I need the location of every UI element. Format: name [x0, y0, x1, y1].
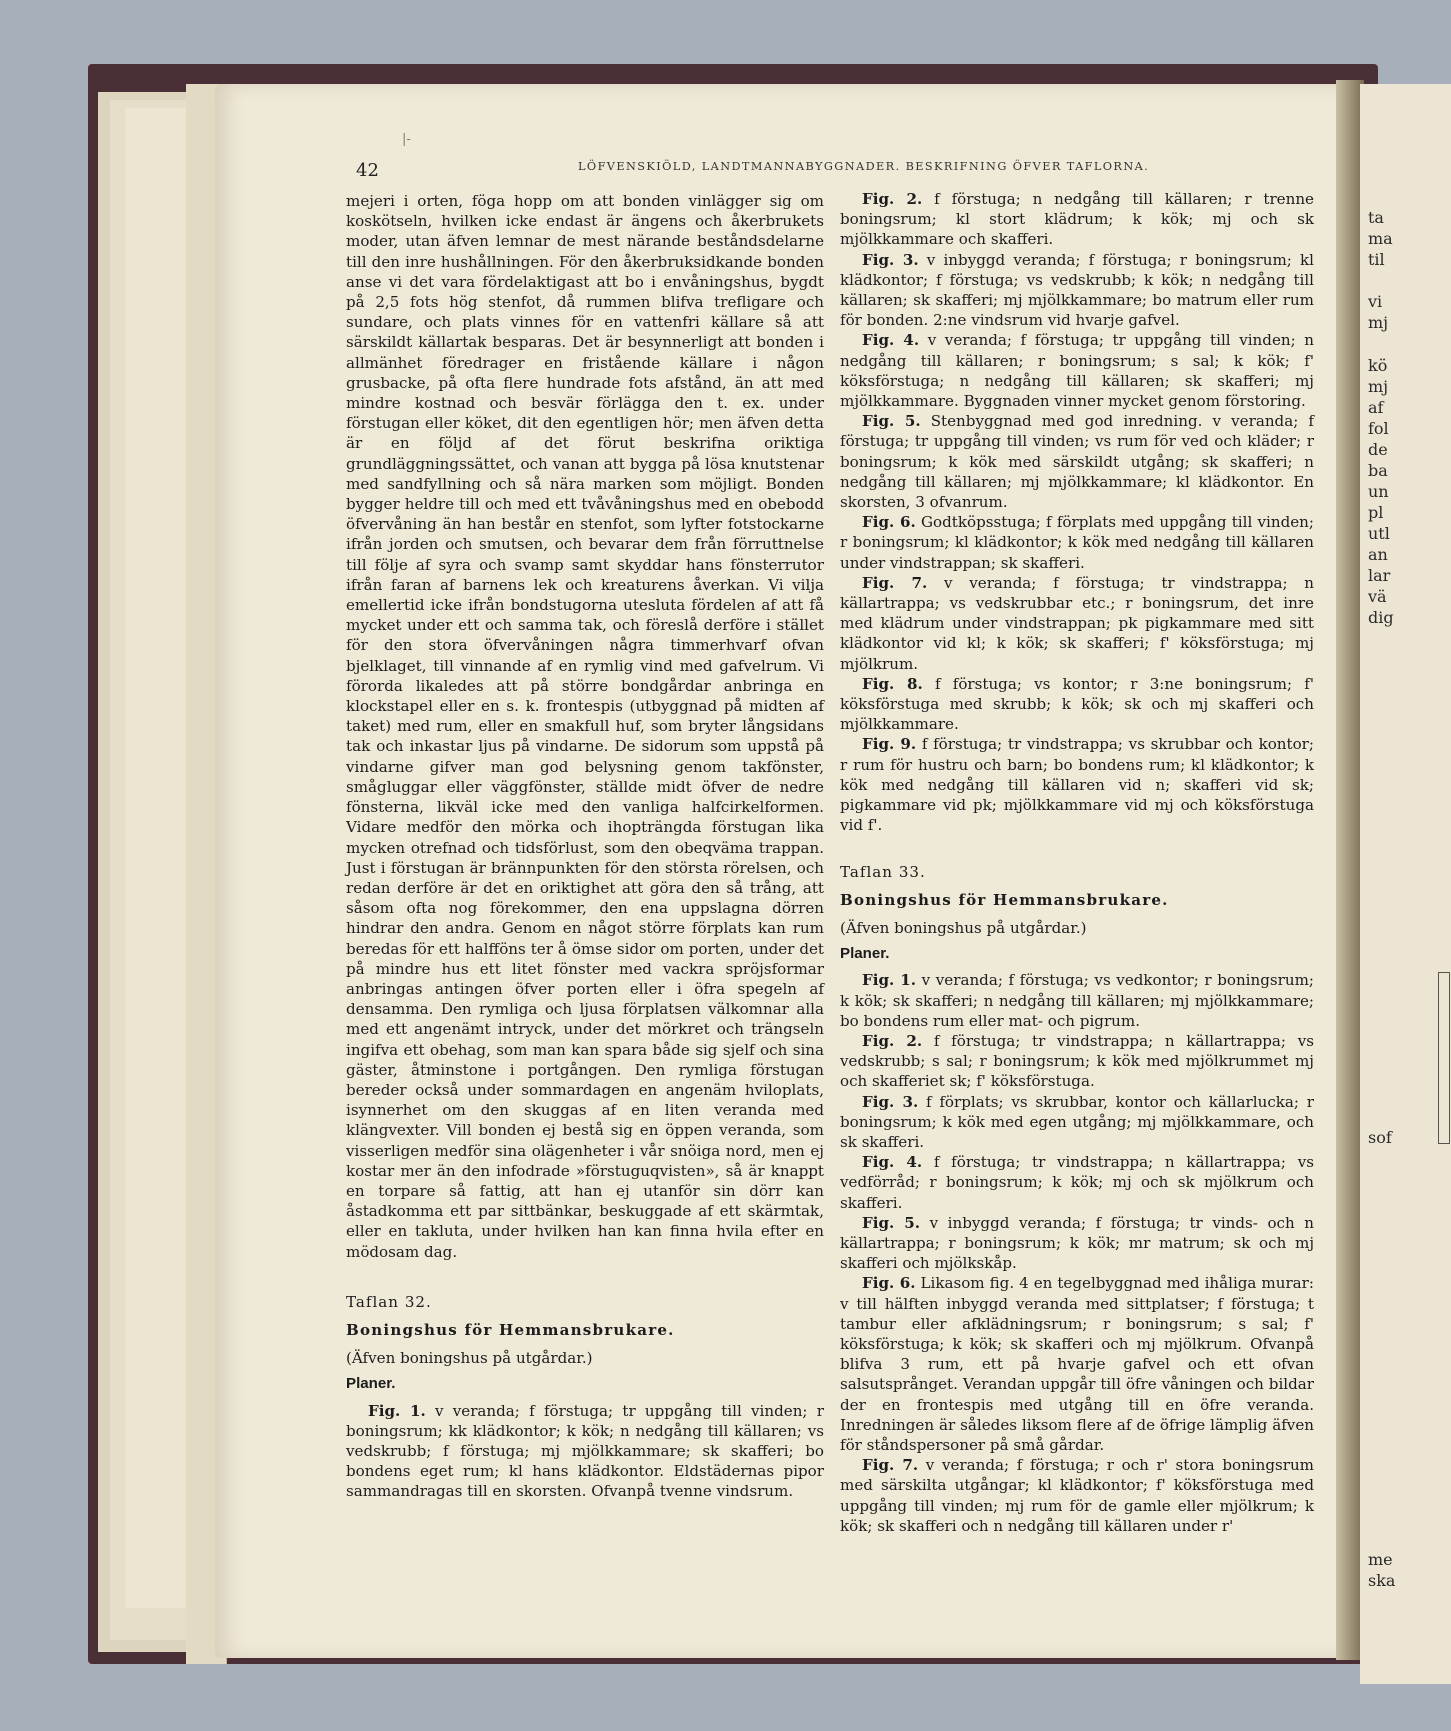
figure-label: Fig. 4. — [862, 1153, 923, 1172]
running-head: LÖFVENSKIÖLD, LANDTMANNABYGGNADER. BESKRIFNING ÖFVER TAFLORNA. — [578, 160, 1150, 173]
plate-title: Taflan 33. — [840, 862, 926, 881]
figure-caption — [840, 512, 1314, 573]
figure-caption — [840, 1031, 1314, 1092]
figure-label: Fig. 6. — [862, 513, 916, 532]
figure-label: Fig. 2. — [862, 190, 923, 208]
figure-label: Fig. 3. — [862, 1092, 919, 1111]
figure-caption — [840, 1092, 1314, 1153]
figure-caption — [840, 1152, 1314, 1213]
figure-caption — [840, 1213, 1314, 1274]
figure-caption — [840, 250, 1314, 331]
figure-label: Fig. 6. — [862, 1274, 916, 1293]
next-page-fragment: me — [1368, 1550, 1393, 1569]
figure-caption — [346, 1401, 824, 1502]
next-page-fragment: ta — [1368, 208, 1384, 227]
next-page-fragment: utl — [1368, 524, 1390, 543]
next-page-fragment: lar — [1368, 566, 1391, 585]
figure-caption — [840, 1455, 1314, 1536]
figure-text: f förplats; vs skrubbar, kontor och källarlucka; r boningsrum; k kök med egen utgång; mj mjölkkammare, och sk skafferi. — [840, 1092, 1314, 1151]
figure-label: Fig. 5. — [862, 412, 921, 431]
page-mark: |- — [402, 132, 411, 147]
body-paragraph: mejeri i orten, föga hopp om att bonden vinlägger sig om koskötseln, hvilken icke endast är ängens och åkerbrukets moder, utan äfven lemnar de mest närande beståndsdelarne till den inre hushållningen. För den åkerbruksidkande bonden anse vi det vara fördelaktigast att bo i envåningshus, bygdt på 2,5 fots hög stenfot, då rummen blifva trefligare och sundare, och plats vinnes för en vattenfri källare så att särskildt källartak besparas. Det är besynnerligt att bonden i allmänhet föredrager en fristående källare i någon grusbacke, på ofta flere hundrade fots afstånd, än att med mindre kostnad och besvär förlägga den t. ex. under förstugan eller köket, dit den egentligen hör; men äfven detta är en följd af det förut beskrifna oriktiga grundläggningssättet, och vanan att bygga på lösa knutstenar med sandfyllning och så nära marken som möjligt. Bonden bygger heldre till och med ett tvåvåningshus med en obebodd öfvervåning än han består en stenfot, som lyfter fotstockarne ifrån jorden och smutsen, och bevarar dem från förruttnelse till följe af syra och svamp samt skyddar hans fönsterrutor ifrån faran af barnens lek och kreaturens åverkan. Vi vilja emellertid icke ifrån bondstugorna utesluta fördelen af att få mycket under ett och samma tak, och föreslå derföre i stället för den stora öfvervåningen några timmerhvarf ofvan bjelklaget, till vinnande af en rymlig vind med gafvelrum. Vi förorda likaledes att på större bondgårdar anbringa en klockstapel eller en s. k. frontespis (utbyggnad på midten af taket) med rum, eller en smakfull huf, som bryter långsidans tak och inkastar ljus på vindarne. De sidorum som uppstå på vindarne gifver man god belysning genom takfönster, smågluggar eller väggfönster, ställde midt öfver de nedre fönsterna, likväl icke med den vanliga halfcirkelformen. Vidare medför den mörka och ihopträngda förstugan lika mycken otrefnad och tidsförlust, som den obeqväma trappan. Just i förstugan är brännpunkten för den största rörelsen, och redan derföre är det en oriktighet att göra den så trång, att såsom ofta nog förekommer, den ena uppslagna dörren hindrar den andra. Genom en något större förplats kan rum beredas för ett halfföns ter å ömse sidor om porten, under det på mindre hus ett litet fönster med vackra spröjsformar anbringas antingen öfver porten eller i öfra spegeln af densamma. Den rymliga och ljusa förplatsen välkomnar alla med ett angenämt intryck, under det mörkret och trängseln ingifva ett obehag, som man kan spara både sig sjelf och sina gäster, åtminstone i portgången. Den rymliga förstugan bereder också under sommardagen en angenäm hviloplats, isynnerhet om den skuggas af en liten veranda med klängvexter. Vill bonden ej bestå sig en öppen veranda, som visserligen medför sina olägenheter i vår snöiga nord, men ej kostar mer än den infodrade »förstuguqvisten», så är knappt en torpare så fattig, att han ej utanför sin dörr kan åstadkomma ett par sittbänkar, beskuggade af ett skärmtak, eller en takluta, under hvilken han kan finna hvila efter en mödosam dag. — [346, 192, 824, 1261]
figure-text: f förstuga; tr vindstrappa; n källartrappa; vs vedskrubb; s sal; r boningsrum; k kök med mjölkrummet mj och skafferiet sk; f' köksförstuga. — [840, 1031, 1314, 1091]
figure-text: v inbyggd veranda; f förstuga; r boningsrum; kl klädkontor; f förstuga; vs vedskrubb; k kök; n nedgång till källaren; sk skafferi; mj mjölkkammare; bo matrum eller rum för bonden. 2:ne vindsrum vid hvarje gafvel. — [840, 250, 1314, 330]
figure-caption — [840, 970, 1314, 1031]
figure-text: v inbyggd veranda; f förstuga; tr vinds- och n källartrappa; r boningsrum; k kök; mr matrum; sk och mj skafferi och mjölkskåp. — [840, 1213, 1314, 1273]
figure-label: Fig. 9. — [862, 735, 917, 754]
figure-text: v veranda; f förstuga; tr vindstrappa; n källartrappa; vs vedskrubbar etc.; r boningsrum, det inre med klädrum under vindstrappan; pk pigkammare med sitt klädkontor vid kl; k kök; sk skafferi; f' köksförstuga; mj mjölkrum. — [840, 573, 1314, 673]
next-page-fragment: vi — [1368, 292, 1383, 311]
figure-caption — [840, 734, 1314, 835]
figure-text: Likasom fig. 4 en tegelbyggnad med ihåliga murar: v till hälften inbyggd veranda med sittplatser; f förstuga; t tambur eller afklädningsrum; r boningsrum; s sal; f' köksförstuga; k kök; sk skafferi och mj mjölkrum. Ofvanpå blifva 3 rum, ett på hvarje gafvel och ett ofvan salsutsprånget. Verandan uppgår till öfre våningen och bildar der en frontespis med utgång till en öfre veranda. Inredningen är således liksom flere af de öfrige lämplig äfven för ståndspersoner på små gårdar. — [840, 1274, 1314, 1454]
figure-text: v veranda; f förstuga; tr uppgång till vinden; r boningsrum; kk klädkontor; k kök; n nedgång till källaren; vs vedskrubb; f förstuga; mj mjölkkammare; sk skafferi; bo bondens eget rum; kl hans klädkontor. Eldstädernas pipor sammandragas till en skorsten. Ofvanpå tvenne vindsrum. — [346, 1401, 824, 1501]
next-page-fragment: ska — [1368, 1571, 1396, 1590]
figure-caption — [840, 1273, 1314, 1455]
figure-label: Fig. 2. — [862, 1031, 923, 1050]
plans-label: Planer. — [346, 1375, 396, 1393]
figure-caption — [840, 411, 1314, 512]
next-page-fragment: ma — [1368, 229, 1393, 248]
figure-label: Fig. 7. — [862, 1456, 919, 1475]
next-page-plan-sketch — [1438, 972, 1450, 1144]
next-page-fragment: de — [1368, 440, 1388, 459]
figure-caption — [840, 330, 1314, 411]
next-page-fragment: mj — [1368, 313, 1389, 332]
next-page-fragment: fol — [1368, 419, 1389, 438]
next-page-fragment: sof — [1368, 1128, 1392, 1147]
next-page-fragment: til — [1368, 250, 1385, 269]
figure-label: Fig. 4. — [862, 331, 920, 350]
figure-text: v veranda; f förstuga; r och r' stora boningsrum med särskilta utgångar; kl klädkontor; f' köksförstuga med uppgång till vinden; mj rum för de gamle eller mjölkrum; k kök; sk skafferi och n nedgång till källaren under r' — [840, 1456, 1314, 1535]
right-column — [840, 189, 1314, 1536]
figure-text: v veranda; f förstuga; vs vedkontor; r boningsrum; k kök; sk skafferi; n nedgång till källaren; mj mjölkkammare; bo bondens rum eller mat- och pigrum. — [840, 971, 1314, 1030]
figure-caption — [840, 573, 1314, 674]
next-page-fragment: mj — [1368, 377, 1389, 396]
next-page-fragment: vä — [1368, 587, 1387, 606]
section-subheading: (Äfven boningshus på utgårdar.) — [346, 1349, 593, 1368]
figure-label: Fig. 1. — [862, 971, 917, 990]
figure-label: Fig. 1. — [368, 1401, 426, 1420]
plans-label: Planer. — [840, 945, 890, 963]
figure-text: f förstuga; tr vindstrappa; n källartrappa; vs vedförråd; r boningsrum; k kök; mj och sk mjölkrum och skafferi. — [840, 1153, 1314, 1212]
figure-label: Fig. 7. — [862, 573, 928, 592]
figure-label: Fig. 8. — [862, 674, 923, 693]
section-heading: Boningshus för Hemmansbrukare. — [840, 890, 1169, 909]
figure-text: Stenbyggnad med god inredning. v veranda; f förstuga; tr uppgång till vinden; vs rum för ved och kläder; r boningsrum; k kök med särskildt utgång; sk skafferi; n nedgång till källaren; mj mjölkkammare; kl klädkontor. En skorsten, 3 ofvanrum. — [840, 412, 1314, 512]
next-page-fragment: kö — [1368, 356, 1388, 375]
figure-text: f förstuga; tr vindstrappa; vs skrubbar och kontor; r rum för hustru och barn; bo bondens rum; kl klädkontor; k kök med nedgång till källaren vid n; skafferi vid sk; pigkammare vid pk; mjölkkammare vid mj och köksförstuga vid f'. — [840, 735, 1314, 835]
next-page-fragment: af — [1368, 398, 1384, 417]
next-page-edge — [1360, 84, 1451, 1684]
page-number: 42 — [356, 160, 379, 181]
left-column — [346, 191, 824, 1502]
next-page-fragment: an — [1368, 545, 1388, 564]
section-heading: Boningshus för Hemmansbrukare. — [346, 1320, 675, 1339]
next-page-fragment: dig — [1368, 608, 1394, 627]
next-page-fragment: pl — [1368, 503, 1384, 522]
figure-caption — [840, 674, 1314, 735]
plate-title: Taflan 32. — [346, 1292, 432, 1311]
figure-text: f förstuga; vs kontor; r 3:ne boningsrum; f' köksförstuga med skrubb; k kök; sk och mj skafferi och mjölkkammare. — [840, 674, 1314, 734]
figure-label: Fig. 3. — [862, 250, 919, 269]
figure-label: Fig. 5. — [862, 1213, 921, 1232]
section-subheading: (Äfven boningshus på utgårdar.) — [840, 918, 1087, 937]
figure-text: f förstuga; n nedgång till källaren; r trenne boningsrum; kl stort klädrum; k kök; mj och sk mjölkkammare och skafferi. — [840, 190, 1314, 249]
figure-caption — [840, 189, 1314, 250]
next-page-fragment: un — [1368, 482, 1389, 501]
figure-text: v veranda; f förstuga; tr uppgång till vinden; n nedgång till källaren; r boningsrum; s sal; k kök; f' köksförstuga; n nedgång till källaren; sk skafferi; mj mjölkkammare. Byggnaden vinner mycket genom förstoring. — [840, 331, 1314, 411]
next-page-fragment: ba — [1368, 461, 1388, 480]
figure-text: Godtköpsstuga; f förplats med uppgång till vinden; r boningsrum; kl klädkontor; k kök med nedgång till källaren under vindstrappan; sk skafferi. — [840, 513, 1314, 572]
